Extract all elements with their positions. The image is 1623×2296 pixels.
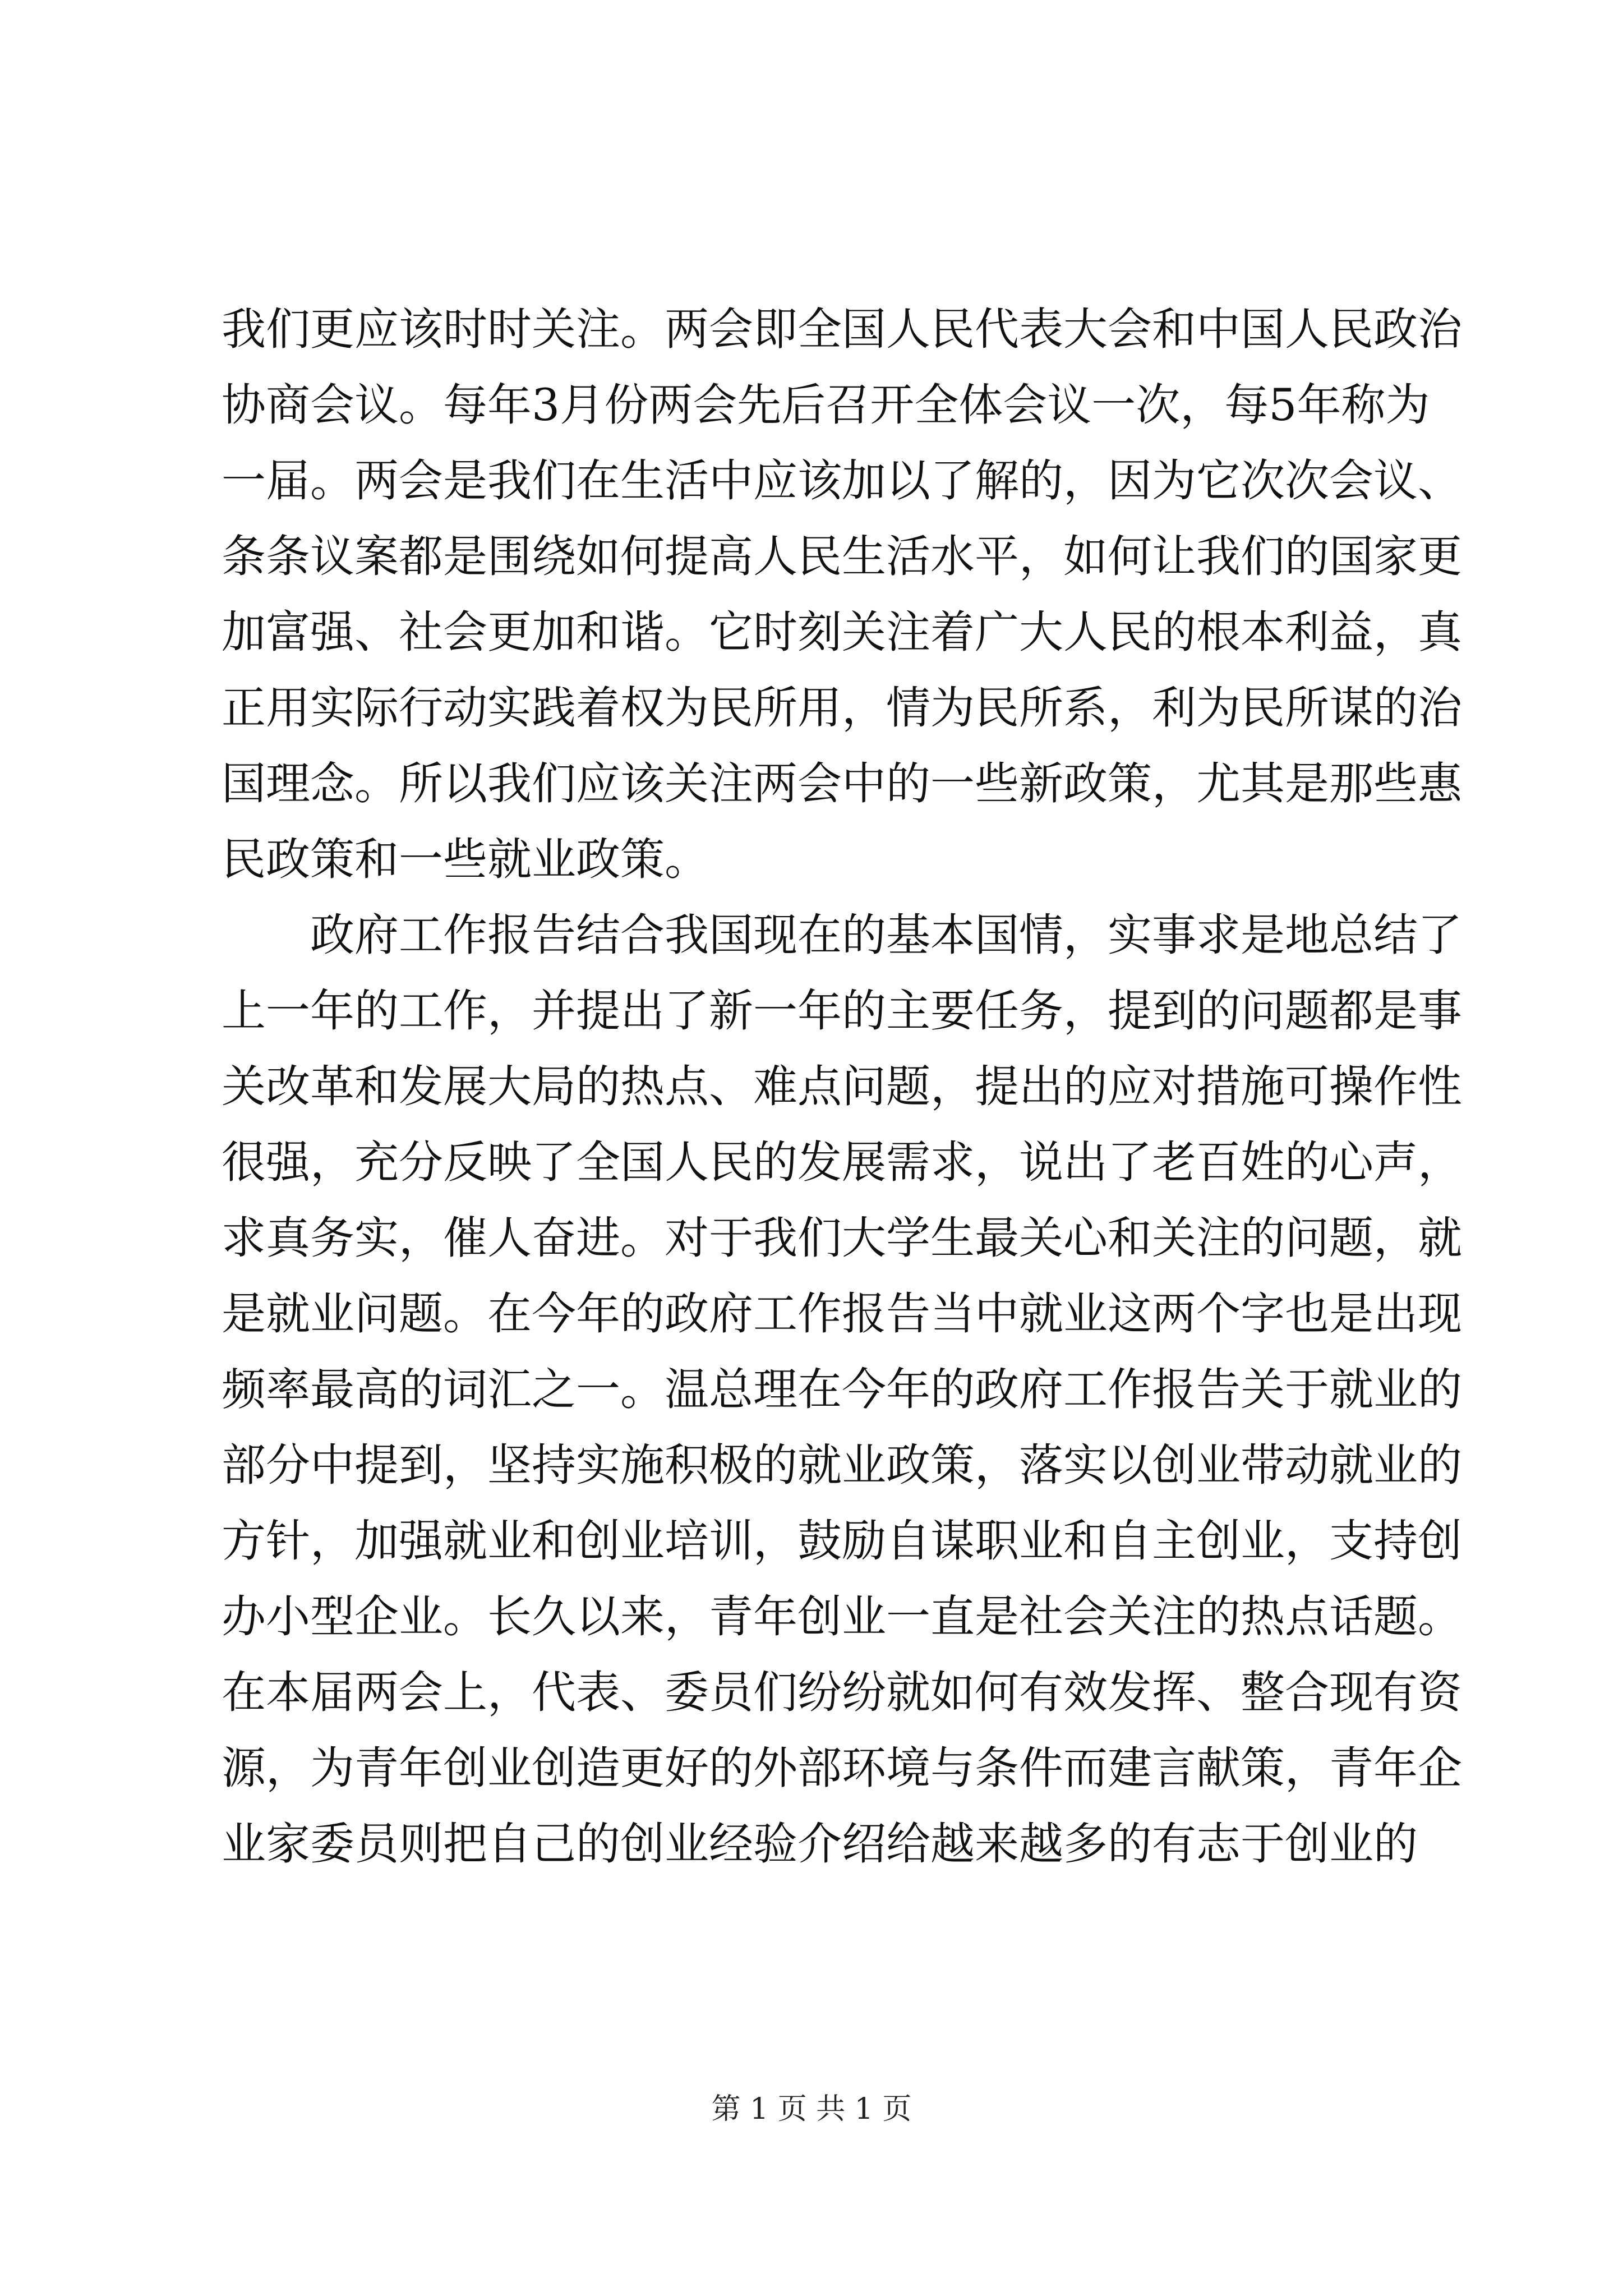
paragraph-1 xyxy=(222,292,1462,898)
text-line: 是就业问题。在今年的政府工作报告当中就业这两个字也是出现 xyxy=(222,1288,1462,1340)
text-line: 国理念。所以我们应该关注两会中的一些新政策，尤其是那些惠 xyxy=(222,758,1462,809)
text-line: 上一年的工作，并提出了新一年的主要任务，提到的问题都是事 xyxy=(222,985,1462,1037)
text-line: 很强，充分反映了全国人民的发展需求，说出了老百姓的心声， xyxy=(222,1137,1462,1188)
text-line: 办小型企业。长久以来，青年创业一直是社会关注的热点话题。 xyxy=(222,1591,1462,1642)
page-number-label: 第 1 页 共 1 页 xyxy=(711,2092,912,2126)
text-line: 业家委员则把自己的创业经验介绍给越来越多的有志于创业的 xyxy=(222,1818,1418,1870)
text-line: 部分中提到，坚持实施积极的就业政策，落实以创业带动就业的 xyxy=(222,1439,1462,1491)
text-line: 关改革和发展大局的热点、难点问题，提出的应对措施可操作性 xyxy=(222,1061,1462,1112)
text-line: 加富强、社会更加和谐。它时刻关注着广大人民的根本利益，真 xyxy=(222,606,1462,658)
text-line: 民政策和一些就业政策。 xyxy=(222,834,709,885)
text-line: 方针，加强就业和创业培训，鼓励自谋职业和自主创业，支持创 xyxy=(222,1515,1462,1567)
text-line: 一届。两会是我们在生活中应该加以了解的，因为它次次会议、 xyxy=(222,455,1462,507)
body-text xyxy=(222,292,1462,1882)
text-line: 频率最高的词汇之一。温总理在今年的政府工作报告关于就业的 xyxy=(222,1364,1462,1415)
text-line: 在本届两会上，代表、委员们纷纷就如何有效发挥、整合现有资 xyxy=(222,1667,1462,1718)
page-footer xyxy=(0,2090,1623,2129)
text-line: 源，为青年创业创造更好的外部环境与条件而建言献策，青年企 xyxy=(222,1742,1462,1794)
text-line: 政府工作报告结合我国现在的基本国情，实事求是地总结了 xyxy=(310,909,1462,961)
text-line: 我们更应该时时关注。两会即全国人民代表大会和中国人民政治 xyxy=(222,303,1462,355)
text-line: 正用实际行动实践着权为民所用，情为民所系，利为民所谋的治 xyxy=(222,682,1462,734)
text-line: 协商会议。每年3月份两会先后召开全体会议一次，每5年称为 xyxy=(222,379,1430,431)
paragraph-2 xyxy=(222,898,1462,1882)
text-line: 求真务实，催人奋进。对于我们大学生最关心和关注的问题，就 xyxy=(222,1212,1462,1264)
text-line: 条条议案都是围绕如何提高人民生活水平，如何让我们的国家更 xyxy=(222,531,1462,582)
